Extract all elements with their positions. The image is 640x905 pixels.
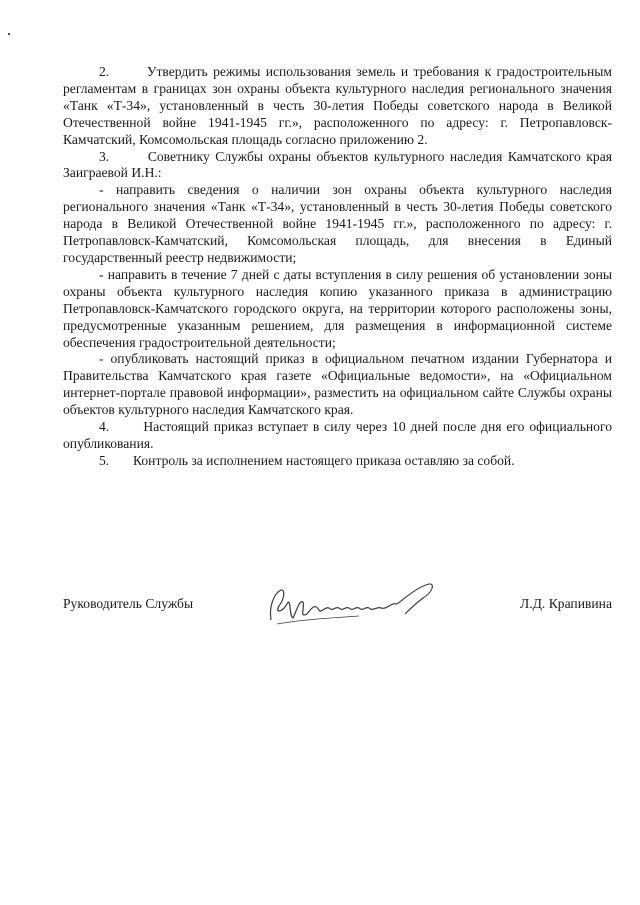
item-4-text: Настоящий приказ вступает в силу через 10 дней после дня его официального опубликования. <box>63 419 612 451</box>
item-3 <box>63 149 612 183</box>
item-4-number: 4. <box>99 419 110 435</box>
subitem-administration: - направить в течение 7 дней с даты вступления в силу решения об установлении зоны охраны объекта культурного наследия копию указанного приказа в администрацию Петропавловск-Камчатского городского округа, на территории которого расположены зоны, предусмотренные указанным решением, для размещения в информационной системе обеспечения градостроительной деятельности; <box>63 266 612 350</box>
item-3-text: Советнику Службы охраны объектов культурного наследия Камчатского края Заиграевой И.Н.: <box>63 148 612 181</box>
signatory-position: Руководитель Службы <box>63 596 194 611</box>
signature-block <box>63 592 612 632</box>
item-5 <box>63 453 612 470</box>
subitem-publish: - опубликовать настоящий приказ в официальном печатном издании Губернатора и Правительства Камчатского края газете «Официальные ведомости», на «Официальном интернет-портале правовой информации», разместить на официальном сайте Службы охраны объектов культурного наследия Камчатского края. <box>63 351 612 418</box>
subitem-register: - направить сведения о наличии зон охраны объекта культурного наследия регионального значения «Танк «Т-34», установленный в честь 30-летия Победы советского народа в Великой Отечественной войне 1941-1945 гг.», расположенного по адресу: г. Петропавловск-Камчатский, Комсомольская площадь, для внесения в Единый государственный реестр недвижимости; <box>63 182 612 265</box>
signatory-name: Л.Д. Крапивина <box>520 596 612 611</box>
item-5-number: 5. <box>99 452 110 468</box>
item-2 <box>63 64 612 149</box>
scan-mark <box>8 33 10 35</box>
item-3-number: 3. <box>99 148 110 164</box>
item-5-text: Контроль за исполнением настоящего приказа оставляю за собой. <box>133 452 515 468</box>
handwritten-signature-icon <box>259 580 449 632</box>
item-2-number: 2. <box>99 64 110 79</box>
item-4 <box>63 419 612 453</box>
item-2-text: Утвердить режимы использования земель и требования к градостроительным регламентам в границах зон охраны объекта культурного наследия регионального значения «Танк «Т-34», установленный в честь 30-летия Победы советского народа в Великой Отечественной войне 1941-1945 гг.», расположенного по адресу: г. Петропавловск-Камчатский, Комсомольская площадь согласно приложению 2. <box>63 64 612 147</box>
